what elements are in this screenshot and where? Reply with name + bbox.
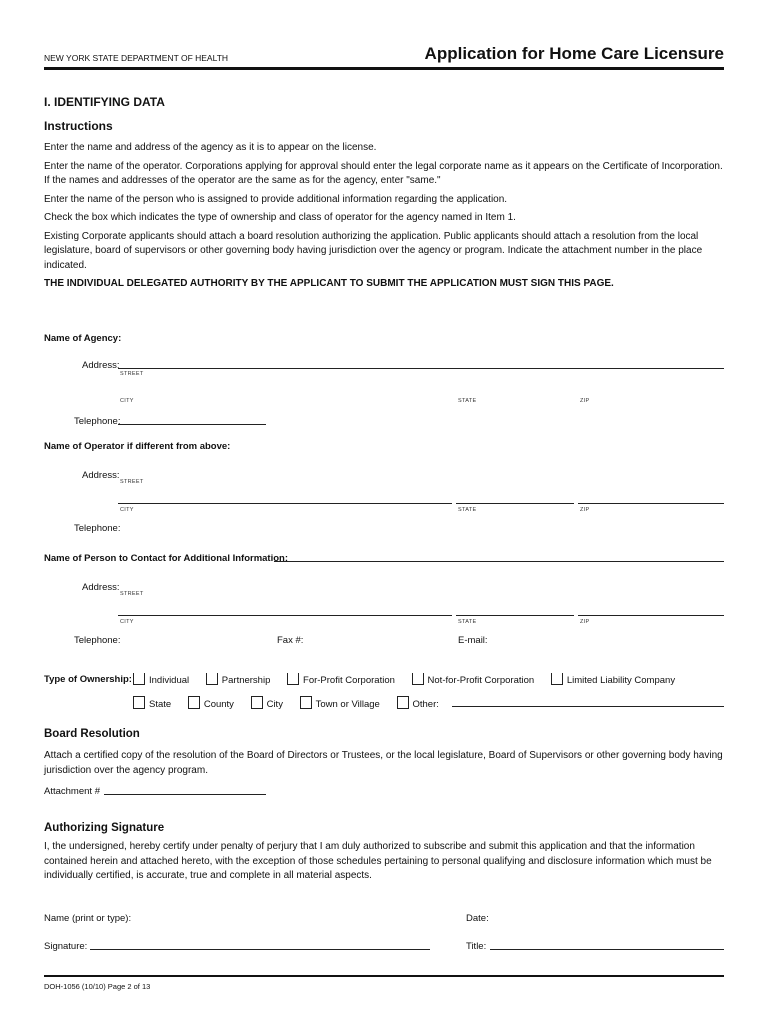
contact-state-caption: STATE — [458, 619, 477, 625]
agency-street-input[interactable] — [118, 368, 724, 369]
contact-state-input[interactable] — [456, 615, 574, 616]
contact-name-input[interactable] — [274, 561, 724, 562]
title-input[interactable] — [490, 949, 724, 950]
checkbox-icon[interactable] — [206, 673, 218, 685]
signature-label: Signature: — [44, 941, 88, 952]
footer-code: DOH-1056 (10/10) Page 2 of 13 — [44, 982, 151, 991]
agency-address-label: Address: — [82, 360, 120, 371]
instruction-1: Enter the name and address of the agency as it is to appear on the license. — [44, 142, 377, 153]
ownership-county[interactable]: County — [188, 699, 234, 710]
ownership-row-2 — [133, 696, 453, 710]
agency-telephone-label: Telephone: — [74, 416, 121, 427]
contact-email-label: E-mail: — [458, 635, 488, 646]
footer-rule — [44, 975, 724, 977]
agency-name-label: Name of Agency: — [44, 333, 122, 344]
ownership-not-for-profit[interactable]: Not-for-Profit Corporation — [412, 675, 535, 686]
ownership-city[interactable]: City — [251, 699, 283, 710]
operator-state-caption: STATE — [458, 507, 477, 513]
agency-telephone-input[interactable] — [118, 424, 266, 425]
operator-city-input[interactable] — [118, 503, 452, 504]
instructions-block — [44, 141, 724, 292]
ownership-town[interactable]: Town or Village — [300, 699, 380, 710]
print-name-label: Name (print or type): — [44, 913, 132, 924]
contact-zip-input[interactable] — [578, 615, 724, 616]
agency-city-caption: CITY — [120, 398, 134, 404]
operator-zip-caption: ZIP — [580, 507, 590, 513]
contact-telephone-label: Telephone: — [74, 635, 121, 646]
contact-city-input[interactable] — [118, 615, 452, 616]
contact-name-label: Name of Person to Contact for Additional Information: — [44, 553, 289, 564]
operator-state-input[interactable] — [456, 503, 574, 504]
ownership-label: Type of Ownership: — [44, 674, 132, 685]
contact-street-caption: STREET — [120, 591, 144, 597]
ownership-other-input[interactable] — [452, 706, 724, 707]
contact-city-caption: CITY — [120, 619, 134, 625]
ownership-other[interactable]: Other: — [397, 699, 439, 710]
instruction-5: Existing Corporate applicants should attach a board resolution authorizing the application. Public applicants should attach a resolution from the local legislature, board of supervisors or other governing body having jurisdiction over the agency or program. Indicate the attachment number in the place indicated. — [44, 230, 703, 271]
checkbox-icon[interactable] — [251, 696, 263, 709]
operator-telephone-label: Telephone: — [74, 523, 121, 534]
checkbox-icon[interactable] — [287, 673, 299, 685]
board-text: Attach a certified copy of the resolution of the Board of Directors or Trustees, or the local legislature, Board of Supervisors or other governing body having jurisdiction over the agency program. — [44, 750, 723, 776]
checkbox-icon[interactable] — [300, 696, 312, 709]
checkbox-icon[interactable] — [188, 696, 200, 709]
signing-warning: THE INDIVIDUAL DELEGATED AUTHORITY BY THE APPLICANT TO SUBMIT THE APPLICATION MUST SIGN THIS PAGE. — [44, 278, 614, 289]
ownership-state[interactable]: State — [133, 699, 171, 710]
agency-zip-caption: ZIP — [580, 398, 590, 404]
checkbox-icon[interactable] — [133, 696, 145, 709]
operator-zip-input[interactable] — [578, 503, 724, 504]
page-title: Application for Home Care Licensure — [424, 44, 724, 63]
ownership-individual[interactable]: Individual — [133, 675, 189, 686]
ownership-partnership[interactable]: Partnership — [206, 675, 271, 686]
checkbox-icon[interactable] — [397, 696, 409, 709]
ownership-llc[interactable]: Limited Liability Company — [551, 675, 675, 686]
instruction-3: Enter the name of the person who is assigned to provide additional information regarding the application. — [44, 193, 508, 205]
ownership-row-1 — [133, 673, 689, 686]
date-label: Date: — [466, 913, 489, 924]
signature-text: I, the undersigned, hereby certify under penalty of perjury that I am duly authorized to subscribe and submit this application and that the information contained herein and attached hereto, with the exception of those schedules pertaining to personal qualifying and disclosure information which must be individually certified, is accurate, true and complete in all material aspects. — [44, 841, 712, 881]
signature-heading: Authorizing Signature — [44, 822, 165, 834]
title-label: Title: — [466, 941, 487, 952]
signature-input[interactable] — [90, 949, 430, 950]
instruction-2: Enter the name of the operator. Corporations applying for approval should enter the legal corporate name as it appears on the Certificate of Incorporation. If the names and addresses of the operator are the same as for the agency, enter "same." — [44, 160, 723, 186]
instructions-heading: Instructions — [44, 119, 113, 133]
attachment-input[interactable] — [104, 794, 266, 795]
contact-address-label: Address: — [82, 582, 120, 593]
checkbox-icon[interactable] — [412, 673, 424, 685]
section-heading: I. IDENTIFYING DATA — [44, 95, 165, 109]
agency-state-caption: STATE — [458, 398, 477, 404]
operator-street-caption: STREET — [120, 479, 144, 485]
operator-address-label: Address: — [82, 470, 120, 481]
agency-name: NEW YORK STATE DEPARTMENT OF HEALTH — [44, 53, 229, 63]
agency-street-caption: STREET — [120, 371, 144, 377]
operator-name-label: Name of Operator if different from above: — [44, 441, 231, 452]
checkbox-icon[interactable] — [133, 673, 145, 685]
header-rule — [44, 67, 724, 70]
checkbox-icon[interactable] — [551, 673, 563, 685]
contact-fax-label: Fax #: — [277, 635, 304, 646]
instruction-4: Check the box which indicates the type of ownership and class of operator for the agency named in Item 1. — [44, 212, 516, 223]
ownership-for-profit[interactable]: For-Profit Corporation — [287, 675, 395, 686]
attachment-label: Attachment # — [44, 786, 100, 797]
board-heading: Board Resolution — [44, 728, 140, 740]
contact-zip-caption: ZIP — [580, 619, 590, 625]
operator-city-caption: CITY — [120, 507, 134, 513]
